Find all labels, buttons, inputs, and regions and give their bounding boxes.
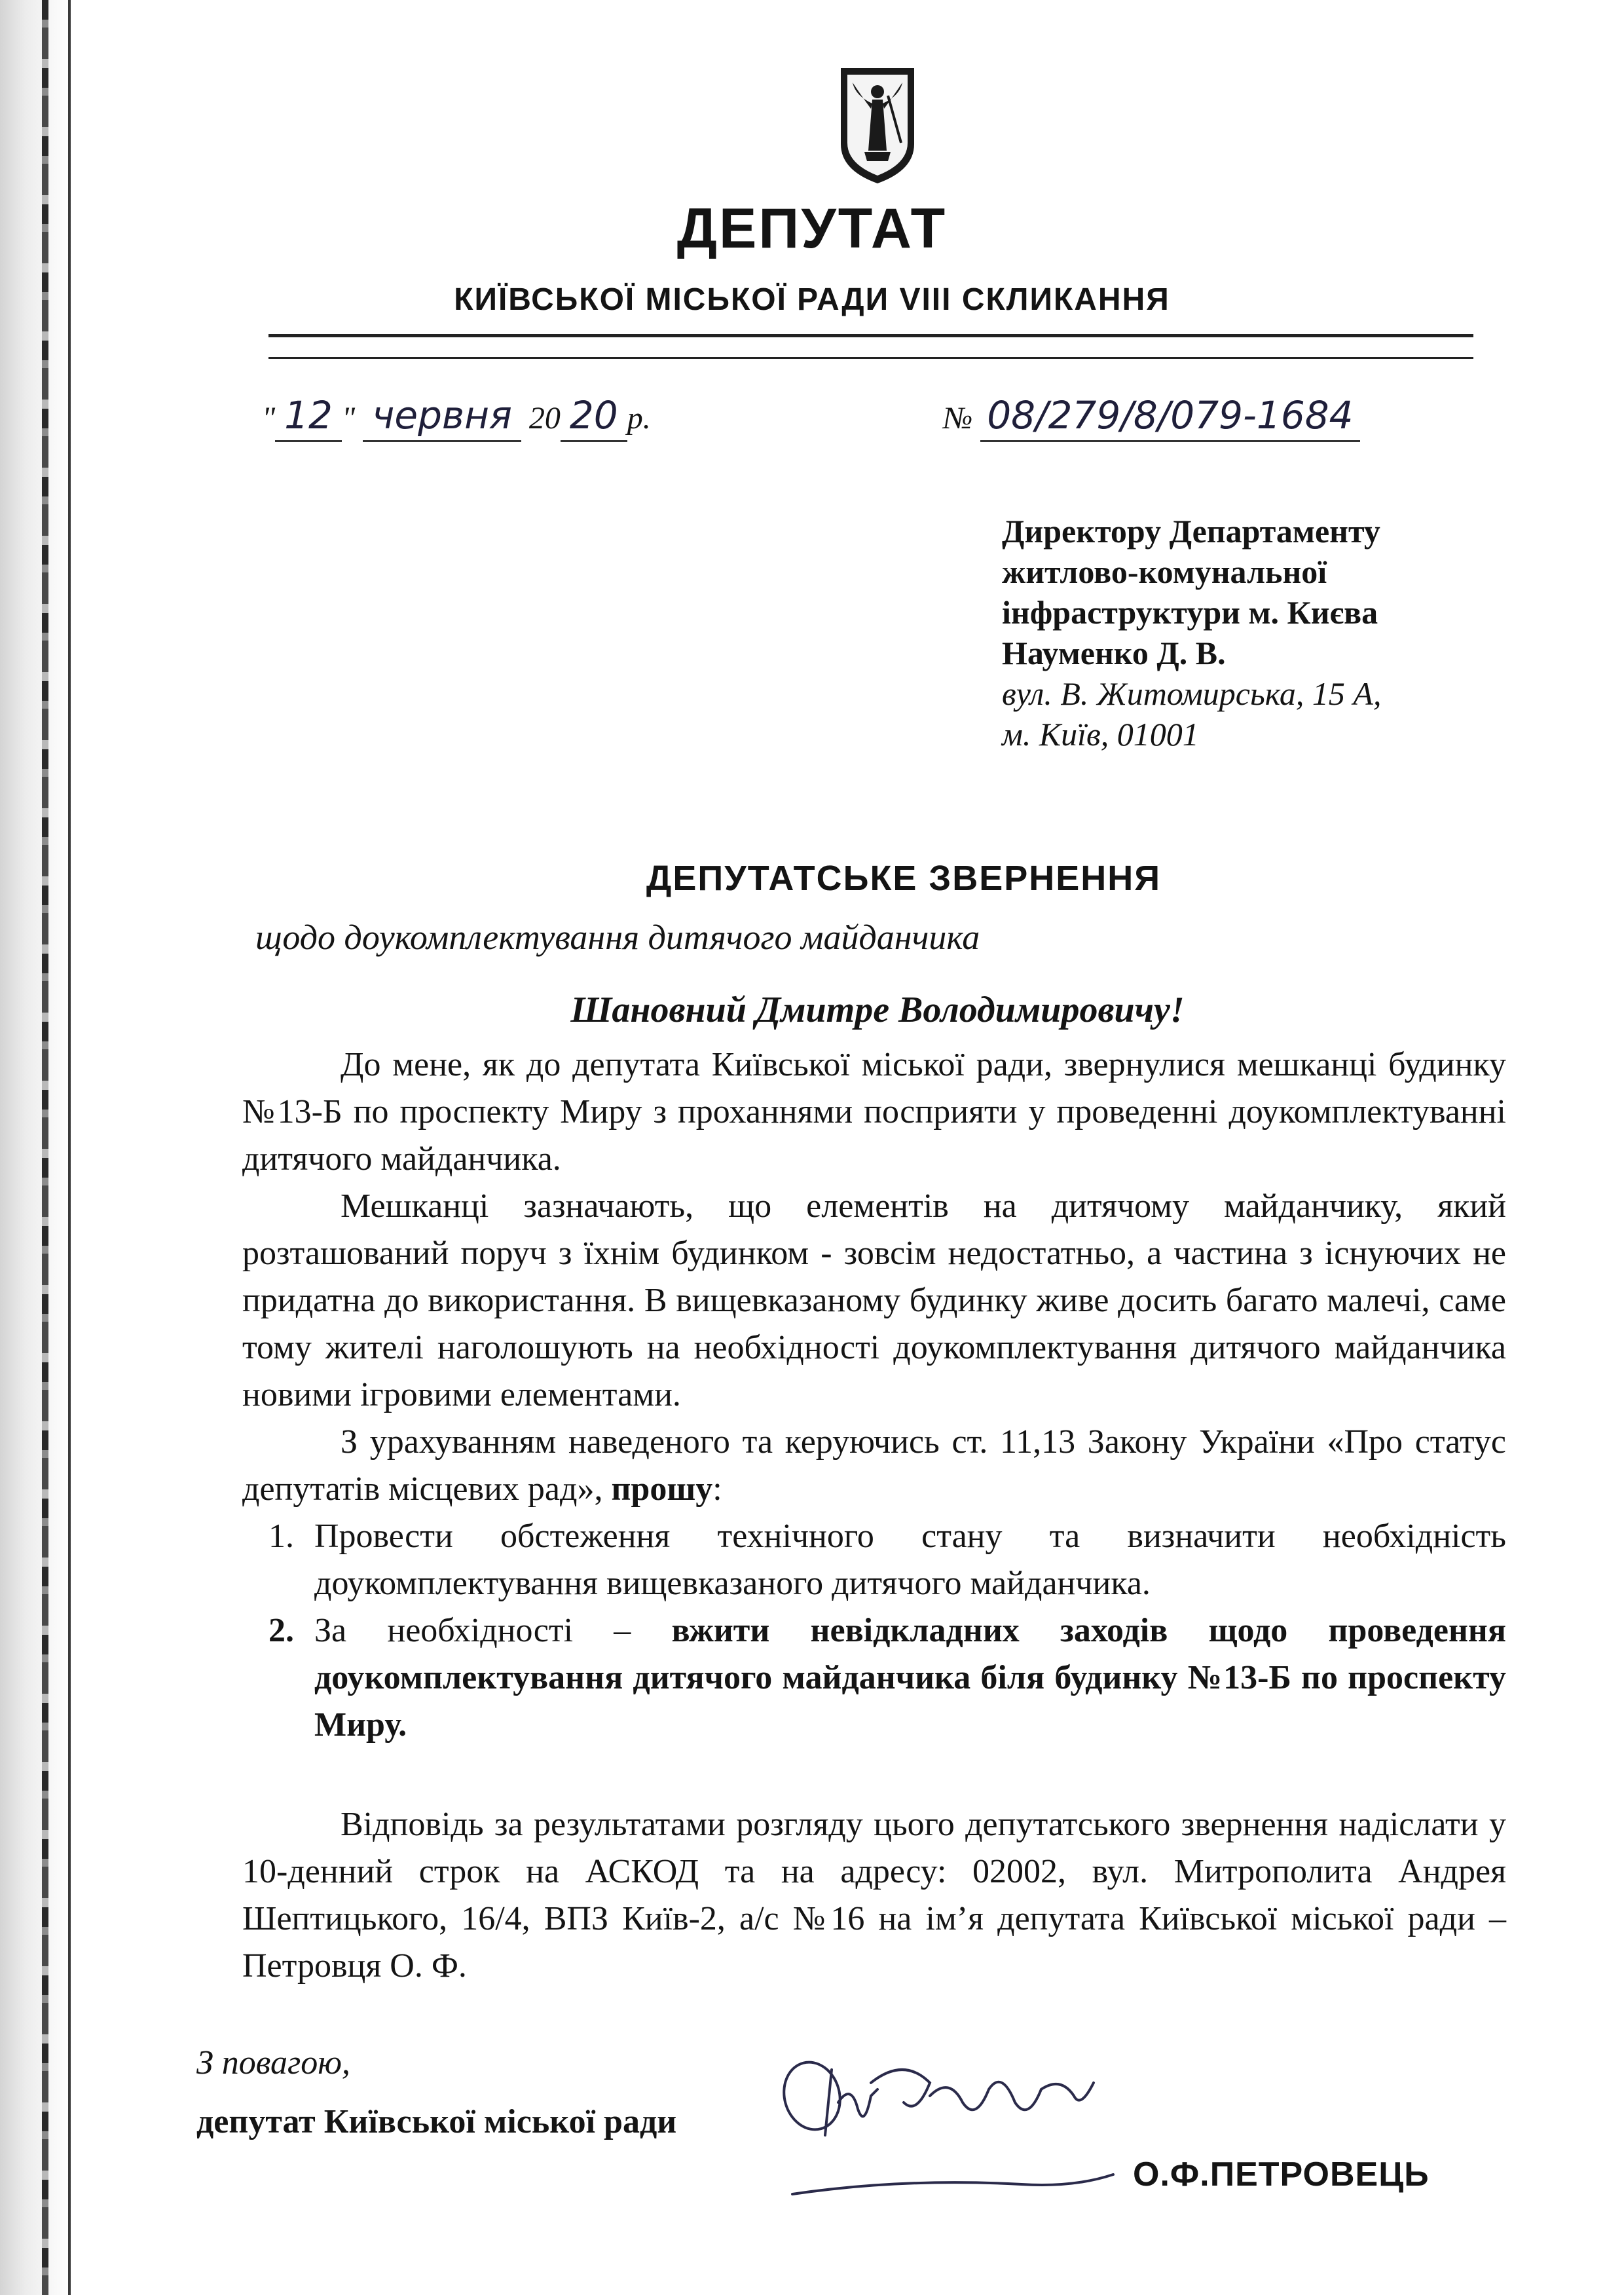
kyiv-coat-of-arms-icon [838, 65, 917, 186]
addressee-address-1: вул. В. Житомирська, 15 А, [1002, 675, 1382, 712]
document-subtitle: щодо доукомплектування дитячого майданчика [255, 918, 980, 957]
request-item-2 [242, 1607, 1506, 1749]
addressee-line-3: інфраструктури м. Києва [1002, 594, 1378, 631]
letter-body [242, 1041, 1506, 1749]
header-rule-bottom [268, 357, 1473, 359]
addressee-line-2: житлово-комунальної [1002, 553, 1327, 590]
date-open-quote: " [262, 401, 276, 436]
addressee-address-2: м. Київ, 01001 [1002, 716, 1199, 753]
request-item-1-text: Провести обстеження технічного стану та визначити необхідність доукомплектування вищевказаного дитячого майданчика. [314, 1518, 1506, 1602]
reference-label: № [943, 401, 973, 436]
header-rule-top [268, 334, 1473, 337]
scan-binding-shadow [0, 0, 72, 2295]
request-item-2-number: 2. [268, 1612, 294, 1649]
body-paragraph-3-end: : [712, 1470, 722, 1508]
date-day: 12 [275, 393, 342, 442]
addressee-line-4: Науменко Д. В. [1002, 635, 1226, 671]
date-line [262, 393, 651, 442]
request-item-1 [242, 1513, 1506, 1607]
body-paragraph-2: Мешканці зазначають, що елементів на дитячому майданчику, який розташований поруч з їхнім будинком - зовсім недостатньо, а частина з існуючих не придатна до використання. В вищевказаному будинку живе досить багато малечі, саме тому жителі наголошують на необхідності доукомплектування дитячого майданчика новими ігровими елементами. [242, 1187, 1506, 1413]
request-item-2-text: вжити невідкладних заходів щодо проведення доукомплектування дитячого майданчика біля будинку №13-Б по проспекту Миру. [314, 1612, 1506, 1744]
date-month: червня [363, 393, 521, 442]
date-year-suffix: 20 [561, 393, 627, 442]
date-year-prefix: 20 [528, 401, 561, 436]
body-paragraph-3 [242, 1419, 1506, 1513]
signer-name: О.Ф.ПЕТРОВЕЦЬ [1133, 2155, 1430, 2193]
request-word: прошу [611, 1470, 713, 1508]
document-title: ДЕПУТАТСЬКЕ ЗВЕРНЕННЯ [646, 859, 1162, 898]
date-close-quote: " [341, 401, 356, 436]
request-item-1-number: 1. [268, 1518, 294, 1555]
body-paragraph-1: До мене, як до депутата Київської міської ради, звернулися мешканці будинку №13-Б по проспекту Миру з проханнями посприяти у проведенні доукомплектуванні дитячого майданчика. [242, 1046, 1506, 1178]
closing-regards: З повагою, [196, 2044, 350, 2081]
addressee-line-1: Директору Департаменту [1002, 513, 1380, 550]
date-year-mark: р. [627, 401, 651, 436]
page-edge-line [68, 0, 71, 2295]
addressee-block [1002, 511, 1500, 755]
scan-binding-edge [42, 0, 48, 2295]
body-paragraph-3-text: З урахуванням наведеного та керуючись ст. 11,13 Закону України «Про статус депутатів місцевих рад», [242, 1423, 1506, 1508]
reference-number: 08/279/8/079-1684 [980, 393, 1359, 442]
salutation: Шановний Дмитре Володимировичу! [570, 990, 1185, 1030]
signer-position: депутат Київської міської ради [196, 2103, 677, 2140]
handwritten-signature-icon [773, 2043, 1139, 2214]
header-subtitle: КИЇВСЬКОЇ МІСЬКОЇ РАДИ VIII СКЛИКАННЯ [454, 282, 1170, 317]
reference-number-line [943, 393, 1360, 442]
request-list [242, 1513, 1506, 1749]
request-item-2-lead: За необхідності – [314, 1612, 631, 1649]
reply-instructions: Відповідь за результатами розгляду цього депутатського звернення надіслати у 10-денний строк на АСКОД та на адресу: 02002, вул. Митрополита Андрея Шептицького, 16/4, ВПЗ Київ-2, а/с №16 на ім’я депутата Київської міської ради – Петровця О. Ф. [242, 1806, 1506, 1985]
header-title: ДЕПУТАТ [676, 197, 948, 260]
